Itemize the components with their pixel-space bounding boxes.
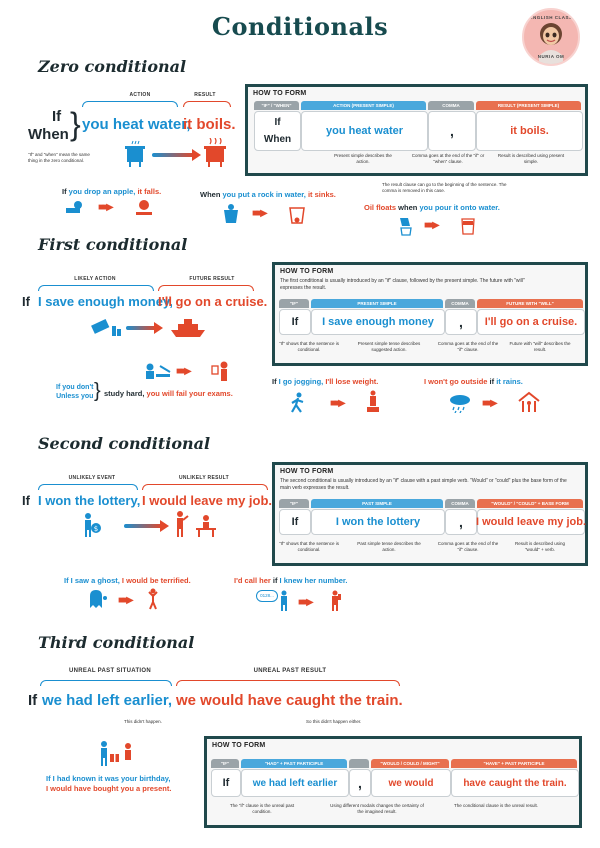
- zero-ex1-if: If: [62, 187, 69, 196]
- zero-cap-if-when: "IF" / "WHEN": [254, 101, 299, 110]
- third-result-brace: [176, 680, 400, 686]
- first-ex1-result: I'll lose weight.: [323, 377, 379, 386]
- oil-floating-icon: [460, 215, 476, 235]
- zero-piece-if: If: [274, 117, 281, 128]
- second-ex1-action: If I saw a ghost,: [64, 576, 120, 585]
- third-note-didnt-happen-either: So this didn't happen either.: [306, 719, 362, 724]
- first-note-if: "If" shows that the sentence is conditional.: [279, 341, 339, 352]
- zero-ex2-action: you put a rock in water,: [222, 190, 306, 199]
- phone-number-bubble: 0128...: [256, 590, 278, 602]
- oil-pour-icon: [398, 216, 414, 236]
- second-ex1-result: I would be terrified.: [119, 576, 191, 585]
- second-action-brace: [38, 484, 138, 490]
- zero-piece-when: When: [263, 134, 292, 145]
- first-note-future: Future with "will" describes the result.: [509, 341, 571, 352]
- zero-ex3-note: The result clause can go to the beginning of the sentence. The comma is removed in this case.: [382, 182, 507, 193]
- ghost-icon: [88, 588, 108, 610]
- first-piece-action: I save enough money: [311, 309, 445, 335]
- zero-ex2-result: it sinks.: [305, 190, 336, 199]
- second-action-text: I won the lottery,: [38, 493, 141, 508]
- first-cap-comma: COMMA: [445, 299, 475, 308]
- third-example-birthday: [46, 774, 171, 794]
- badge-top-text: ENGLISH CLASS: [529, 15, 573, 20]
- third-note-if: The "if" clause is the unreal past condition.: [229, 803, 295, 814]
- birthday-gift-icon: [96, 740, 140, 768]
- third-form-heading: HOW TO FORM: [212, 742, 266, 749]
- second-if-word: If: [22, 493, 30, 508]
- second-piece-comma: ,: [445, 509, 477, 535]
- first-ex1-arrow: ■■▶: [330, 398, 344, 409]
- zero-title-text: Zero conditional: [38, 57, 187, 76]
- teacher-avatar-icon: [522, 8, 580, 66]
- zero-note: "If" and "when" mean the same thing in the zero conditional.: [28, 152, 90, 163]
- first-action-brace: [38, 285, 154, 291]
- second-ex2-if: if: [270, 576, 280, 585]
- first-ex2-action: it rains.: [496, 377, 523, 386]
- second-piece-result: I would leave my job.: [477, 509, 585, 535]
- first-result-brace: [158, 285, 254, 291]
- zero-action-brace: [82, 101, 178, 107]
- rock-into-water-icon: [222, 204, 240, 224]
- first-action-label: LIKELY ACTION: [74, 276, 116, 282]
- second-cap-if: "IF": [279, 499, 309, 508]
- zero-note-action: Present simple describes the action.: [334, 153, 392, 164]
- money-saving-icon: [90, 316, 122, 338]
- first-cap-if: "IF": [279, 299, 309, 308]
- zero-action-label: ACTION: [129, 92, 151, 98]
- first-ex1-action: I go jogging,: [278, 377, 324, 386]
- second-result-brace: [142, 484, 268, 490]
- heating-pot-icon: [124, 140, 146, 168]
- zero-cap-result: RESULT (PRESENT SIMPLE): [476, 101, 581, 110]
- svg-text:$: $: [93, 525, 99, 533]
- zero-note-comma: Comma goes at the end of the "if" or "when" clause.: [411, 153, 485, 164]
- zero-ex3-when: when: [396, 203, 420, 212]
- page-title: Conditionals: [211, 12, 389, 41]
- second-result-text: I would leave my job.: [142, 493, 273, 508]
- first-piece-comma: ,: [445, 309, 477, 335]
- studying-student-icon: [142, 362, 172, 382]
- third-note-modal: Using different modals changes the certainty of the imagined result.: [330, 803, 424, 814]
- zero-ex1-arrow: ■■▶: [98, 202, 112, 213]
- third-cap-modal: "WOULD / COULD / MIGHT": [371, 759, 449, 768]
- first-unless-options: [56, 383, 93, 401]
- zero-ex3-action: you pour it onto water.: [419, 203, 500, 212]
- third-piece-if: If: [211, 769, 241, 797]
- second-title-text: Second conditional: [38, 434, 211, 453]
- second-ex2-action: I knew her number.: [279, 576, 348, 585]
- first-unless-if-dont: If you don't: [56, 384, 94, 391]
- zero-how-to-form-panel: [245, 84, 588, 176]
- zero-ex1-action: you drop an apple,: [68, 187, 136, 196]
- phone-call-icon: [328, 590, 342, 612]
- first-unless-brace: }: [94, 380, 101, 402]
- third-piece-result: have caught the train.: [451, 769, 579, 797]
- zero-piece-result: it boils.: [476, 111, 583, 151]
- first-unless-study: study hard,: [104, 389, 145, 398]
- zero-result-label: RESULT: [194, 92, 216, 98]
- first-ex2-result: I won't go outside: [424, 377, 488, 386]
- sunk-rock-icon: [288, 204, 306, 224]
- second-cap-comma: COMMA: [445, 499, 475, 508]
- first-how-to-form-panel: [272, 262, 588, 366]
- third-note-result: The conditional clause is the unreal result.: [453, 803, 539, 808]
- third-conditional-title: [32, 632, 200, 653]
- first-note-comma: Comma goes at the end of the "if" clause.: [437, 341, 499, 352]
- first-result-label: FUTURE RESULT: [189, 276, 235, 282]
- zero-result-brace: [183, 101, 231, 107]
- fallen-apple-icon: [136, 198, 152, 216]
- second-form-heading: HOW TO FORM: [280, 468, 334, 475]
- apple-hand-icon: [66, 200, 84, 216]
- zero-cap-action: ACTION (PRESENT SIMPLE): [301, 101, 426, 110]
- second-cap-would-could: "WOULD" / "COULD" + BASE FORM: [477, 499, 583, 508]
- third-piece-action: we had left earlier: [241, 769, 349, 797]
- first-result-text: I'll go on a cruise.: [158, 294, 268, 309]
- second-ex2-arrow: ■■▶: [298, 597, 312, 608]
- zero-conditional-title: [32, 56, 192, 77]
- house-stay-icon: [518, 391, 540, 413]
- second-how-to-form-panel: [272, 462, 588, 566]
- first-ex1-if: If: [272, 377, 279, 386]
- third-action-brace: [40, 680, 172, 686]
- third-cap-comma: [349, 759, 369, 768]
- third-cap-if: "IF": [211, 759, 239, 768]
- slim-person-icon: [366, 390, 380, 414]
- second-conditional-title: [32, 433, 216, 454]
- first-unless-sentence: [104, 389, 233, 398]
- zero-cap-comma: COMMA: [428, 101, 474, 110]
- badge-bottom-text: NURIA OM: [537, 54, 565, 59]
- zero-example-rock: [200, 190, 336, 199]
- second-action-label: UNLIKELY EVENT: [68, 475, 116, 481]
- third-result-label: UNREAL PAST RESULT: [253, 668, 327, 674]
- zero-ex2-when: When: [200, 190, 223, 199]
- second-piece-action: I won the lottery: [311, 509, 445, 535]
- first-unless-arrow: ■■▶: [176, 366, 190, 377]
- first-form-heading: HOW TO FORM: [280, 268, 334, 275]
- second-note-comma: Comma goes at the end of the "if" clause.: [437, 541, 499, 552]
- third-if-word: If: [28, 692, 38, 709]
- failed-exam-icon: [210, 360, 236, 382]
- zero-example-apple: [62, 187, 161, 196]
- first-cap-present-simple: PRESENT SIMPLE: [311, 299, 443, 308]
- first-example-jogging: [272, 377, 378, 386]
- zero-ex2-arrow: ■■▶: [252, 208, 266, 219]
- second-result-label: UNLIKELY RESULT: [179, 475, 229, 481]
- first-conditional-title: [32, 234, 193, 255]
- zero-form-heading: HOW TO FORM: [253, 90, 307, 97]
- jogger-icon: [290, 392, 306, 414]
- third-piece-modal: we would: [371, 769, 451, 797]
- first-unless-result: you will fail your exams.: [146, 389, 233, 398]
- zero-piece-comma: ,: [428, 111, 476, 151]
- zero-ex1-result: it falls.: [135, 187, 162, 196]
- zero-action-text: you heat water,: [82, 116, 191, 133]
- second-form-desc: The second conditional is usually introduced by an "if" clause with a past simple verb. "Would" or "could" plus the base form of the main verb expresses the result.: [280, 478, 567, 491]
- second-ex2-result: I'd call her: [234, 576, 271, 585]
- second-note-would: Result is described using "would" + verb.: [514, 541, 566, 552]
- boiling-pot-icon: [203, 138, 227, 168]
- second-ex1-arrow: ■■▶: [118, 595, 132, 606]
- first-ex2-arrow: ■■▶: [482, 398, 496, 409]
- third-title-text: Third conditional: [38, 633, 195, 652]
- zero-ex3-result: Oil floats: [364, 203, 397, 212]
- first-form-desc: The first conditional is usually introduced by an "if" clause, followed by the present simple. The future with "will" expresses the result.: [280, 278, 525, 291]
- zero-note-result: Result is described using present simple.: [497, 153, 565, 164]
- zero-if-word: If: [52, 108, 62, 125]
- second-cap-past-simple: PAST SIMPLE: [311, 499, 443, 508]
- zero-ex3-arrow: ■■▶: [424, 220, 438, 231]
- third-action-label: UNREAL PAST SITUATION: [69, 668, 151, 674]
- first-piece-result: I'll go on a cruise.: [477, 309, 585, 335]
- zero-piece-if-when: [254, 111, 301, 151]
- first-cap-future-will: FUTURE WITH "WILL": [477, 299, 583, 308]
- second-note-if: "If" shows that the sentence is conditional.: [279, 541, 339, 552]
- first-example-rain: [424, 377, 523, 386]
- first-unless-unless: Unless you: [56, 393, 94, 401]
- first-if-word: If: [22, 294, 30, 309]
- leaving-job-icon: [172, 510, 220, 538]
- third-result-text: we would have caught the train.: [176, 692, 403, 709]
- third-how-to-form-panel: [204, 736, 582, 828]
- first-ex2-if: if: [487, 377, 497, 386]
- third-cap-had-participle: "HAD" + PAST PARTICIPLE: [241, 759, 347, 768]
- zero-brace: }: [70, 106, 81, 142]
- second-example-phone: [234, 576, 347, 585]
- first-note-present: Present simple tense describes suggested action.: [357, 341, 421, 352]
- third-ex-action: If I had known it was your birthday,: [46, 774, 171, 783]
- third-ex-result: I would have bought you a present.: [46, 784, 172, 794]
- second-example-ghost: [64, 576, 191, 585]
- zero-when-word: When: [28, 126, 69, 143]
- zero-result-text: it boils.: [183, 116, 236, 133]
- rain-cloud-icon: [448, 393, 472, 413]
- third-note-didnt-happen: This didn't happen.: [124, 719, 162, 724]
- second-note-past: Past simple tense describes the action.: [357, 541, 421, 552]
- cruise-ship-icon: [170, 316, 206, 338]
- first-title-text: First conditional: [38, 235, 188, 254]
- second-piece-if: If: [279, 509, 311, 535]
- terrified-person-icon: [146, 588, 160, 610]
- third-action-text: we had left earlier,: [42, 692, 173, 709]
- third-piece-comma: ,: [349, 769, 371, 797]
- first-action-text: I save enough money,: [38, 294, 173, 309]
- zero-example-oil: [364, 203, 500, 212]
- zero-piece-action: you heat water: [301, 111, 428, 151]
- third-cap-have-participle: "HAVE" + PAST PARTICIPLE: [451, 759, 577, 768]
- lottery-winner-icon: [80, 512, 102, 538]
- person-thinking-icon: [278, 590, 290, 612]
- first-piece-if: If: [279, 309, 311, 335]
